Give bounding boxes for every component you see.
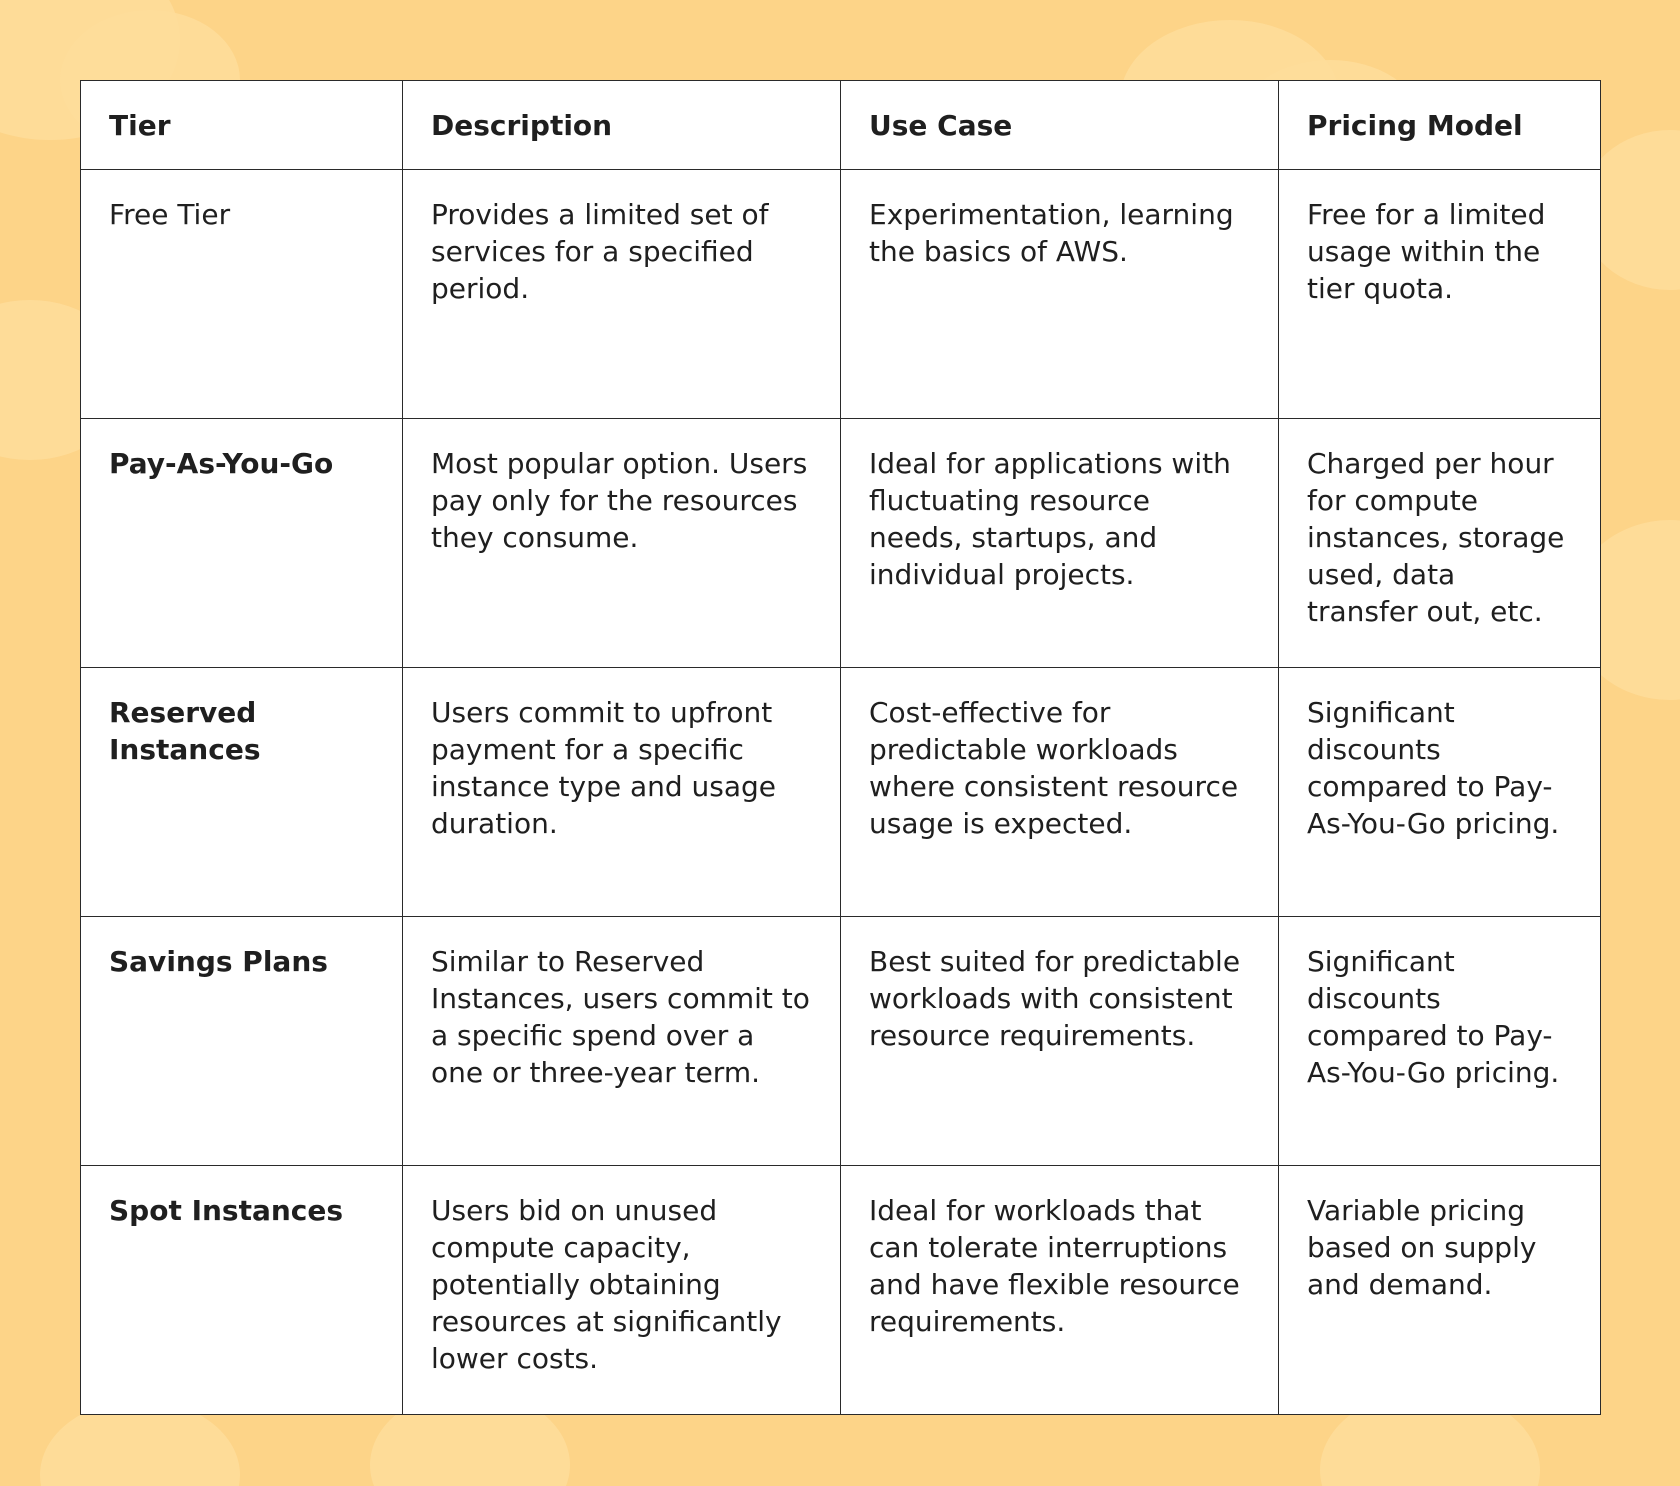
use-case-cell: Best suited for predictable workloads with consistent resource requirements. (841, 917, 1279, 1166)
pricing-model-cell: Variable pricing based on supply and demand. (1279, 1166, 1601, 1415)
description-cell: Users bid on unused compute capacity, potentially obtaining resources at significantly lower costs. (403, 1166, 841, 1415)
table-row (81, 170, 1601, 419)
table-row (81, 419, 1601, 668)
tier-cell: Savings Plans (81, 917, 403, 1166)
pricing-model-cell: Significant discounts compared to Pay-As-You-Go pricing. (1279, 668, 1601, 917)
description-cell: Most popular option. Users pay only for the resources they consume. (403, 419, 841, 668)
use-case-cell: Cost-effective for predictable workloads where consistent resource usage is expected. (841, 668, 1279, 917)
tier-cell: Pay-As-You-Go (81, 419, 403, 668)
description-cell: Provides a limited set of services for a specified period. (403, 170, 841, 419)
table-row (81, 668, 1601, 917)
pricing-model-cell: Charged per hour for compute instances, storage used, data transfer out, etc. (1279, 419, 1601, 668)
pricing-tiers-table (80, 80, 1601, 1415)
tier-cell: Spot Instances (81, 1166, 403, 1415)
tier-cell: Reserved Instances (81, 668, 403, 917)
header-pricing-model: Pricing Model (1279, 81, 1601, 170)
table-header-row (81, 81, 1601, 170)
pricing-tiers-table-container (80, 80, 1600, 1415)
use-case-cell: Ideal for applications with fluctuating resource needs, startups, and individual projects. (841, 419, 1279, 668)
use-case-cell: Experimentation, learning the basics of AWS. (841, 170, 1279, 419)
table-row (81, 1166, 1601, 1415)
pricing-model-cell: Significant discounts compared to Pay-As-You-Go pricing. (1279, 917, 1601, 1166)
pricing-model-cell: Free for a limited usage within the tier quota. (1279, 170, 1601, 419)
tier-cell: Free Tier (81, 170, 403, 419)
header-tier: Tier (81, 81, 403, 170)
header-use-case: Use Case (841, 81, 1279, 170)
header-description: Description (403, 81, 841, 170)
description-cell: Similar to Reserved Instances, users commit to a specific spend over a one or three-year term. (403, 917, 841, 1166)
use-case-cell: Ideal for workloads that can tolerate interruptions and have flexible resource requirements. (841, 1166, 1279, 1415)
description-cell: Users commit to upfront payment for a specific instance type and usage duration. (403, 668, 841, 917)
table-row (81, 917, 1601, 1166)
